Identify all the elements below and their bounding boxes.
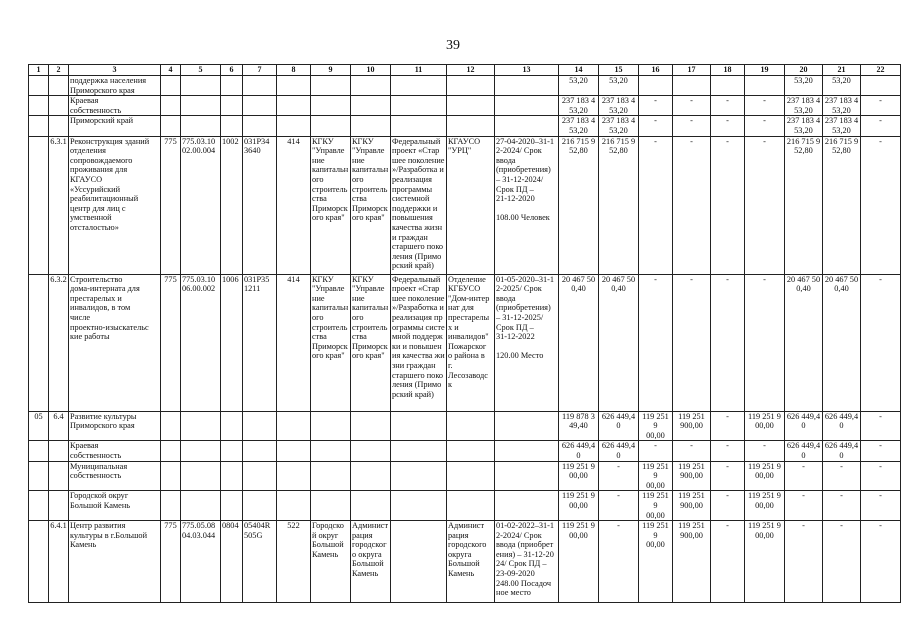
- cell-col-14: 237 183 4 53,20: [559, 116, 599, 136]
- cell-col-6: [221, 96, 243, 116]
- cell-col-10: Админист рация городског о округа Большой Камень: [351, 521, 391, 603]
- cell-col-18: -: [711, 411, 745, 441]
- cell-col-22: -: [861, 96, 901, 116]
- cell-col-18: -: [711, 136, 745, 274]
- cell-col-21: -: [823, 521, 861, 603]
- cell-col-7: 05404R 505G: [243, 521, 277, 603]
- cell-col-4: [161, 116, 181, 136]
- cell-col-15: 53,20: [599, 76, 639, 96]
- cell-col-14: 119 251 9 00,00: [559, 521, 599, 603]
- cell-col-17: -: [673, 441, 711, 461]
- cell-col-19: 119 251 9 00,00: [745, 491, 785, 521]
- cell-col-8: 522: [277, 521, 311, 603]
- cell-col-18: -: [711, 441, 745, 461]
- cell-col-11: [391, 76, 447, 96]
- column-number-6: 6: [221, 65, 243, 76]
- cell-col-7: 031Р35 1211: [243, 274, 277, 411]
- column-number-10: 10: [351, 65, 391, 76]
- cell-col-3: Краевая собственность: [69, 441, 161, 461]
- column-number-8: 8: [277, 65, 311, 76]
- cell-col-2: 6.3.1: [49, 136, 69, 274]
- table-row: [29, 491, 901, 521]
- cell-col-14: 626 449,4 0: [559, 441, 599, 461]
- cell-col-9: [311, 491, 351, 521]
- cell-col-15: 237 183 4 53,20: [599, 96, 639, 116]
- column-number-2: 2: [49, 65, 69, 76]
- cell-col-1: [29, 274, 49, 411]
- cell-col-20: -: [785, 461, 823, 491]
- cell-col-16: -: [639, 96, 673, 116]
- cell-col-15: 20 467 50 0,40: [599, 274, 639, 411]
- column-number-4: 4: [161, 65, 181, 76]
- cell-col-22: -: [861, 461, 901, 491]
- cell-col-22: [861, 76, 901, 96]
- cell-col-14: 119 251 9 00,00: [559, 461, 599, 491]
- cell-col-21: 237 183 4 53,20: [823, 96, 861, 116]
- cell-col-11: [391, 441, 447, 461]
- column-number-9: 9: [311, 65, 351, 76]
- cell-col-1: [29, 521, 49, 603]
- cell-col-5: 775.03.10 02.00.004: [181, 136, 221, 274]
- cell-col-17: -: [673, 136, 711, 274]
- cell-col-14: 20 467 50 0,40: [559, 274, 599, 411]
- cell-col-12: [447, 116, 495, 136]
- cell-col-6: 1002: [221, 136, 243, 274]
- column-number-7: 7: [243, 65, 277, 76]
- cell-col-16: -: [639, 136, 673, 274]
- cell-col-9: Городско й округ Большой Камень: [311, 521, 351, 603]
- cell-col-3: поддержка населения Приморского края: [69, 76, 161, 96]
- cell-col-4: 775: [161, 521, 181, 603]
- cell-col-5: [181, 76, 221, 96]
- cell-col-18: -: [711, 461, 745, 491]
- cell-col-1: [29, 136, 49, 274]
- cell-col-11: [391, 96, 447, 116]
- cell-col-19: 119 251 9 00,00: [745, 521, 785, 603]
- column-number-17: 17: [673, 65, 711, 76]
- cell-col-6: 1006: [221, 274, 243, 411]
- cell-col-10: [351, 461, 391, 491]
- cell-col-10: [351, 116, 391, 136]
- cell-col-8: [277, 76, 311, 96]
- cell-col-17: -: [673, 116, 711, 136]
- table-row: [29, 411, 901, 441]
- cell-col-5: [181, 411, 221, 441]
- cell-col-20: 53,20: [785, 76, 823, 96]
- cell-col-2: [49, 461, 69, 491]
- cell-col-18: [711, 76, 745, 96]
- cell-col-9: [311, 411, 351, 441]
- cell-col-5: 775.05.08 04.03.044: [181, 521, 221, 603]
- cell-col-19: -: [745, 116, 785, 136]
- cell-col-8: [277, 441, 311, 461]
- cell-col-3: Приморский край: [69, 116, 161, 136]
- cell-col-15: 626 449,4 0: [599, 441, 639, 461]
- table-row: [29, 274, 901, 411]
- column-number-13: 13: [495, 65, 559, 76]
- cell-col-2: [49, 441, 69, 461]
- cell-col-15: 626 449,4 0: [599, 411, 639, 441]
- cell-col-22: -: [861, 441, 901, 461]
- cell-col-21: 20 467 50 0,40: [823, 274, 861, 411]
- cell-col-8: [277, 116, 311, 136]
- cell-col-12: [447, 411, 495, 441]
- cell-col-1: [29, 441, 49, 461]
- cell-col-1: [29, 461, 49, 491]
- cell-col-9: КГКУ "Управле ние капитальн ого строитель ства Приморск ого края": [311, 274, 351, 411]
- cell-col-15: 237 183 4 53,20: [599, 116, 639, 136]
- column-number-5: 5: [181, 65, 221, 76]
- cell-col-1: 05: [29, 411, 49, 441]
- cell-col-16: -: [639, 274, 673, 411]
- cell-col-20: 626 449,4 0: [785, 411, 823, 441]
- cell-col-14: 119 878 3 49,40: [559, 411, 599, 441]
- cell-col-21: 626 449,4 0: [823, 411, 861, 441]
- budget-table: [28, 64, 901, 603]
- cell-col-13: 01-02-2022–31-1 2-2024/ Срок ввода (приобрет ения) – 31-12-20 24/ Срок ПД – 23-09-2020 248.00 Посадоч ное место: [495, 521, 559, 603]
- column-number-18: 18: [711, 65, 745, 76]
- cell-col-17: 119 251 900,00: [673, 411, 711, 441]
- cell-col-9: КГКУ "Управле ние капитальн ого строитель ства Приморск ого края": [311, 136, 351, 274]
- cell-col-9: [311, 441, 351, 461]
- cell-col-11: [391, 461, 447, 491]
- cell-col-15: -: [599, 461, 639, 491]
- cell-col-10: КГКУ "Управле ние капитальн ого строитель ства Приморск ого края": [351, 274, 391, 411]
- cell-col-6: [221, 116, 243, 136]
- column-number-20: 20: [785, 65, 823, 76]
- cell-col-18: -: [711, 96, 745, 116]
- column-number-16: 16: [639, 65, 673, 76]
- cell-col-10: [351, 491, 391, 521]
- cell-col-2: [49, 96, 69, 116]
- cell-col-6: [221, 441, 243, 461]
- cell-col-20: 626 449,4 0: [785, 441, 823, 461]
- cell-col-9: [311, 116, 351, 136]
- column-number-19: 19: [745, 65, 785, 76]
- cell-col-1: [29, 116, 49, 136]
- cell-col-9: [311, 461, 351, 491]
- cell-col-6: [221, 461, 243, 491]
- page-number: 39: [446, 38, 460, 53]
- cell-col-5: [181, 491, 221, 521]
- cell-col-7: [243, 116, 277, 136]
- cell-col-14: 119 251 9 00,00: [559, 491, 599, 521]
- cell-col-3: Развитие культуры Приморского края: [69, 411, 161, 441]
- cell-col-15: 216 715 9 52,80: [599, 136, 639, 274]
- cell-col-22: -: [861, 411, 901, 441]
- cell-col-10: КГКУ "Управле ние капитальн ого строитель ства Приморск ого края": [351, 136, 391, 274]
- cell-col-5: 775.03.10 06.00.002: [181, 274, 221, 411]
- table-row: [29, 96, 901, 116]
- cell-col-21: 53,20: [823, 76, 861, 96]
- cell-col-13: [495, 76, 559, 96]
- cell-col-19: [745, 76, 785, 96]
- cell-col-11: [391, 491, 447, 521]
- cell-col-21: -: [823, 491, 861, 521]
- column-number-12: 12: [447, 65, 495, 76]
- column-number-1: 1: [29, 65, 49, 76]
- cell-col-5: [181, 461, 221, 491]
- cell-col-11: [391, 521, 447, 603]
- cell-col-16: [639, 76, 673, 96]
- cell-col-16: 119 251 9 00,00: [639, 461, 673, 491]
- table-row: [29, 116, 901, 136]
- cell-col-15: -: [599, 521, 639, 603]
- table-row: [29, 441, 901, 461]
- cell-col-19: -: [745, 274, 785, 411]
- cell-col-17: -: [673, 274, 711, 411]
- cell-col-1: [29, 76, 49, 96]
- cell-col-4: [161, 96, 181, 116]
- cell-col-3: Строительство дома-интерната для престарелых и инвалидов, в том числе проектно-изыскательс кие работы: [69, 274, 161, 411]
- cell-col-11: Федеральный проект «Стар шее поколение »/Разработка и реализация программы системной поддержки и повышения качества жизн и граждан старшего поко ления (Примо рский край): [391, 136, 447, 274]
- cell-col-4: [161, 76, 181, 96]
- cell-col-2: [49, 491, 69, 521]
- column-number-21: 21: [823, 65, 861, 76]
- cell-col-8: 414: [277, 136, 311, 274]
- cell-col-21: 216 715 9 52,80: [823, 136, 861, 274]
- cell-col-6: [221, 76, 243, 96]
- cell-col-2: 6.3.2: [49, 274, 69, 411]
- cell-col-14: 216 715 9 52,80: [559, 136, 599, 274]
- cell-col-11: [391, 116, 447, 136]
- cell-col-7: [243, 461, 277, 491]
- cell-col-17: [673, 76, 711, 96]
- cell-col-20: 237 183 4 53,20: [785, 116, 823, 136]
- cell-col-7: [243, 441, 277, 461]
- cell-col-22: -: [861, 116, 901, 136]
- cell-col-7: [243, 76, 277, 96]
- cell-col-13: [495, 491, 559, 521]
- column-number-11: 11: [391, 65, 447, 76]
- cell-col-18: -: [711, 521, 745, 603]
- cell-col-16: -: [639, 441, 673, 461]
- cell-col-5: [181, 116, 221, 136]
- column-number-row: [29, 65, 901, 76]
- cell-col-4: [161, 441, 181, 461]
- cell-col-21: 626 449,4 0: [823, 441, 861, 461]
- cell-col-18: -: [711, 491, 745, 521]
- cell-col-20: 237 183 4 53,20: [785, 96, 823, 116]
- cell-col-17: -: [673, 96, 711, 116]
- cell-col-11: Федеральный проект «Стар шее поколение »/Разработка и реализация пр ограммы систе мной поддерж ки и повышен ия качества жи зни граждан старшего поко ления (Примо рский край): [391, 274, 447, 411]
- cell-col-6: [221, 491, 243, 521]
- cell-col-13: [495, 441, 559, 461]
- cell-col-10: [351, 411, 391, 441]
- cell-col-12: [447, 491, 495, 521]
- cell-col-8: [277, 461, 311, 491]
- table-row: [29, 521, 901, 603]
- cell-col-12: КГАУСО "УРЦ": [447, 136, 495, 274]
- cell-col-4: [161, 491, 181, 521]
- column-number-14: 14: [559, 65, 599, 76]
- cell-col-8: [277, 491, 311, 521]
- cell-col-22: -: [861, 521, 901, 603]
- cell-col-12: Админист рация городского округа Большой Камень: [447, 521, 495, 603]
- cell-col-7: 031Р34 3640: [243, 136, 277, 274]
- cell-col-3: Центр развития культуры в г.Большой Камень: [69, 521, 161, 603]
- cell-col-5: [181, 441, 221, 461]
- cell-col-3: Реконструкция зданий отделения сопровождаемого проживания для КГАУСО «Уссурийский реабилитационный центр для лиц с умственной отсталостью»: [69, 136, 161, 274]
- cell-col-8: 414: [277, 274, 311, 411]
- table-row: [29, 76, 901, 96]
- cell-col-2: 6.4.1: [49, 521, 69, 603]
- cell-col-3: Городской округ Большой Камень: [69, 491, 161, 521]
- cell-col-13: [495, 461, 559, 491]
- cell-col-20: 216 715 9 52,80: [785, 136, 823, 274]
- cell-col-1: [29, 491, 49, 521]
- cell-col-4: [161, 461, 181, 491]
- cell-col-13: [495, 116, 559, 136]
- cell-col-22: -: [861, 274, 901, 411]
- cell-col-10: [351, 441, 391, 461]
- cell-col-19: -: [745, 96, 785, 116]
- table-row: [29, 461, 901, 491]
- cell-col-8: [277, 411, 311, 441]
- cell-col-12: [447, 441, 495, 461]
- cell-col-2: 6.4: [49, 411, 69, 441]
- cell-col-11: [391, 411, 447, 441]
- cell-col-8: [277, 96, 311, 116]
- cell-col-12: [447, 96, 495, 116]
- cell-col-10: [351, 76, 391, 96]
- cell-col-6: 0804: [221, 521, 243, 603]
- cell-col-14: 237 183 4 53,20: [559, 96, 599, 116]
- cell-col-20: 20 467 50 0,40: [785, 274, 823, 411]
- cell-col-12: [447, 461, 495, 491]
- cell-col-3: Краевая собственность: [69, 96, 161, 116]
- cell-col-16: -: [639, 116, 673, 136]
- cell-col-19: -: [745, 136, 785, 274]
- column-number-3: 3: [69, 65, 161, 76]
- cell-col-13: 27-04-2020–31-1 2-2024/ Срок ввода (приобретения) – 31-12-2024/ Срок ПД – 21-12-2020 108.00 Человек: [495, 136, 559, 274]
- cell-col-4: 775: [161, 136, 181, 274]
- cell-col-4: [161, 411, 181, 441]
- cell-col-16: 119 251 9 00,00: [639, 411, 673, 441]
- cell-col-1: [29, 96, 49, 116]
- cell-col-16: 119 251 9 00,00: [639, 491, 673, 521]
- cell-col-16: 119 251 9 00,00: [639, 521, 673, 603]
- cell-col-7: [243, 411, 277, 441]
- cell-col-13: [495, 96, 559, 116]
- cell-col-7: [243, 491, 277, 521]
- column-number-15: 15: [599, 65, 639, 76]
- cell-col-19: -: [745, 441, 785, 461]
- cell-col-21: 237 183 4 53,20: [823, 116, 861, 136]
- cell-col-5: [181, 96, 221, 116]
- cell-col-9: [311, 96, 351, 116]
- cell-col-19: 119 251 9 00,00: [745, 411, 785, 441]
- cell-col-17: 119 251 900,00: [673, 521, 711, 603]
- cell-col-4: 775: [161, 274, 181, 411]
- column-number-22: 22: [861, 65, 901, 76]
- cell-col-9: [311, 76, 351, 96]
- cell-col-14: 53,20: [559, 76, 599, 96]
- cell-col-21: -: [823, 461, 861, 491]
- cell-col-18: -: [711, 274, 745, 411]
- cell-col-22: -: [861, 491, 901, 521]
- cell-col-6: [221, 411, 243, 441]
- cell-col-2: [49, 76, 69, 96]
- cell-col-10: [351, 96, 391, 116]
- cell-col-20: -: [785, 491, 823, 521]
- cell-col-12: Отделение КГБУСО "Дом-интер нат для престарелы х и инвалидов" Пожарског о района в г. Лесозаводс к: [447, 274, 495, 411]
- cell-col-7: [243, 96, 277, 116]
- cell-col-13: [495, 411, 559, 441]
- table-row: [29, 136, 901, 274]
- cell-col-3: Муниципальная собственность: [69, 461, 161, 491]
- cell-col-19: 119 251 9 00,00: [745, 461, 785, 491]
- cell-col-18: -: [711, 116, 745, 136]
- cell-col-22: -: [861, 136, 901, 274]
- cell-col-12: [447, 76, 495, 96]
- cell-col-20: -: [785, 521, 823, 603]
- cell-col-2: [49, 116, 69, 136]
- cell-col-17: 119 251 900,00: [673, 491, 711, 521]
- cell-col-13: 01-05-2020–31-1 2-2025/ Срок ввода (приобретения) – 31-12-2025/ Срок ПД – 31-12-2022 120.00 Место: [495, 274, 559, 411]
- cell-col-15: -: [599, 491, 639, 521]
- cell-col-17: 119 251 900,00: [673, 461, 711, 491]
